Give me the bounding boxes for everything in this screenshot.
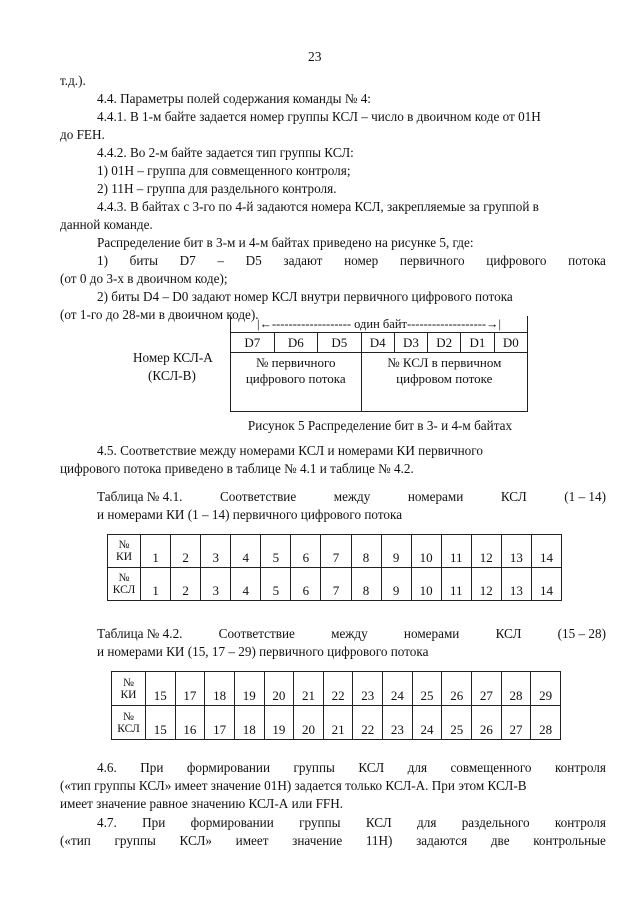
table-cell: 2 xyxy=(171,568,201,601)
table-cell: 26 xyxy=(442,672,472,706)
header-no: № xyxy=(118,572,130,584)
table-cell: 18 xyxy=(234,706,264,740)
word: (15 – 28) xyxy=(557,626,606,641)
word: контроля xyxy=(554,815,606,830)
bit-cell: D4 xyxy=(361,333,394,353)
table-4-2-title xyxy=(97,626,606,642)
table-4-1-title xyxy=(97,489,606,505)
table-cell: 4 xyxy=(231,535,261,568)
section-4-5-line: 4.5. Соответствие между номерами КСЛ и номерами КИ первичного xyxy=(97,443,483,458)
table-row xyxy=(108,568,562,601)
word: КСЛ xyxy=(495,626,522,641)
table-cell: 13 xyxy=(501,535,531,568)
list-item: 2) биты D4 – D0 задают номер КСЛ внутри первичного цифрового потока xyxy=(97,289,513,304)
table-cell: 24 xyxy=(383,672,413,706)
bit-cell: D3 xyxy=(394,333,427,353)
word: Соответствие xyxy=(218,626,295,641)
table-cell: 4 xyxy=(231,568,261,601)
word: Таблица № 4.2. xyxy=(97,626,183,641)
bit-distribution-figure xyxy=(230,316,528,412)
table-cell: 28 xyxy=(501,672,531,706)
word: КСЛ» xyxy=(179,833,213,848)
paragraph-line: (от 0 до 3-х в двоичном коде); xyxy=(60,271,228,286)
word: для xyxy=(417,815,437,830)
row-header-ksl xyxy=(112,706,146,740)
word: 4.6. xyxy=(97,760,117,775)
table-cell: 15 xyxy=(145,706,175,740)
word: 4.7. xyxy=(97,815,117,830)
table-cell: 2 xyxy=(171,535,201,568)
table-cell: 24 xyxy=(412,706,442,740)
word: потока xyxy=(568,253,606,268)
bit-row xyxy=(231,333,528,353)
table-cell: 14 xyxy=(531,568,561,601)
table-cell: 18 xyxy=(205,672,235,706)
word: группы xyxy=(299,815,341,830)
word: КСЛ xyxy=(358,760,385,775)
table-cell: 7 xyxy=(321,568,351,601)
row-header-ksl xyxy=(108,568,141,601)
table-cell: 21 xyxy=(294,672,324,706)
table-cell: 19 xyxy=(234,672,264,706)
table-cell: 22 xyxy=(323,672,353,706)
word: («тип xyxy=(60,833,91,848)
table-cell: 5 xyxy=(261,568,291,601)
word: формировании xyxy=(186,760,271,775)
table-cell: 27 xyxy=(501,706,531,740)
byte-arrow-label: |←------------------- один байт-------------------→| xyxy=(231,316,528,333)
word: номерами xyxy=(403,626,460,641)
paragraph-line: имеет значение равное значению КСЛ-А или FFH. xyxy=(60,796,344,811)
section-heading-4-4: 4.4. Параметры полей содержания команды № 4: xyxy=(97,91,371,106)
table-4-1 xyxy=(107,534,562,601)
bit-cell: D0 xyxy=(494,333,527,353)
figure-caption: Рисунок 5 Распределение бит в 3- и 4-м байтах xyxy=(247,418,513,433)
word: значение xyxy=(292,833,343,848)
header-no: № xyxy=(122,676,134,689)
bit-cell: D7 xyxy=(231,333,275,353)
row-header-ki xyxy=(112,672,146,706)
paragraph-line: т.д.). xyxy=(60,73,86,88)
section-4-7-line xyxy=(97,815,606,831)
table-cell: 1 xyxy=(141,568,171,601)
paragraph-line: 4.4.1. В 1-м байте задается номер группы КСЛ – число в двоичном коде от 01Н xyxy=(97,109,541,124)
word: При xyxy=(140,760,164,775)
word: 1) xyxy=(97,253,108,268)
figure-left-label: (КСЛ-В) xyxy=(148,368,196,383)
bit-cell: D5 xyxy=(318,333,362,353)
table-cell: 20 xyxy=(294,706,324,740)
paragraph-line: («тип группы КСЛ» имеет значение 01Н) задается только КСЛ-А. При этом КСЛ-В xyxy=(60,778,527,793)
word: D7 xyxy=(179,253,196,268)
paragraph-line: до FEH. xyxy=(60,127,105,142)
word: группы xyxy=(293,760,335,775)
header-no: № xyxy=(122,710,134,723)
word: (1 – 14) xyxy=(564,489,606,504)
list-item: 2) 11Н – группа для раздельного контроля. xyxy=(97,181,337,196)
figure-left-label: Номер КСЛ-А xyxy=(133,350,213,365)
list-item-justified xyxy=(97,253,606,269)
table-cell: 13 xyxy=(501,568,531,601)
word: задают xyxy=(283,253,323,268)
word: две xyxy=(490,833,510,848)
header-label: КИ xyxy=(120,688,137,701)
table-cell: 29 xyxy=(531,672,561,706)
word: Соответствие xyxy=(219,489,297,504)
table-row xyxy=(112,672,561,706)
word: КСЛ xyxy=(500,489,527,504)
paragraph-line: данной команде. xyxy=(60,217,153,232)
table-4-2-subtitle: и номерами КИ (15, 17 – 29) первичного цифрового потока xyxy=(97,644,429,659)
paragraph-line: Распределение бит в 3-м и 4-м байтах приведено на рисунке 5, где: xyxy=(97,235,474,250)
table-cell: 3 xyxy=(201,535,231,568)
table-cell: 25 xyxy=(412,672,442,706)
table-4-1-subtitle: и номерами КИ (1 – 14) первичного цифрового потока xyxy=(97,507,403,522)
header-label: КСЛ xyxy=(112,584,136,596)
word: первичного xyxy=(399,253,465,268)
word: совмещенного xyxy=(450,760,532,775)
bit-description-row xyxy=(231,353,528,412)
table-cell: 23 xyxy=(383,706,413,740)
table-cell: 17 xyxy=(175,672,205,706)
word: между xyxy=(333,489,371,504)
table-cell: 11 xyxy=(441,535,471,568)
word: 11Н) xyxy=(365,833,393,848)
stream-number-description: № первичного цифрового потока xyxy=(231,353,362,412)
paragraph-line: 4.4.3. В байтах с 3-го по 4-й задаются номера КСЛ, закрепляемые за группой в xyxy=(97,199,539,214)
bit-cell: D2 xyxy=(428,333,461,353)
table-cell: 3 xyxy=(201,568,231,601)
table-4-2 xyxy=(111,671,561,740)
word: Таблица № 4.1. xyxy=(97,489,183,504)
word: раздельного xyxy=(461,815,530,830)
word: – xyxy=(217,253,224,268)
table-cell: 10 xyxy=(411,568,441,601)
table-cell: 5 xyxy=(261,535,291,568)
paragraph-line-justified xyxy=(60,833,606,849)
header-label: КИ xyxy=(116,551,133,563)
table-row xyxy=(112,706,561,740)
paragraph-line: 4.4.2. Во 2-м байте задается тип группы КСЛ: xyxy=(97,145,354,160)
table-cell: 8 xyxy=(351,568,381,601)
word: формировании xyxy=(190,815,274,830)
bit-cell: D6 xyxy=(274,333,318,353)
header-no: № xyxy=(118,539,130,551)
table-cell: 1 xyxy=(141,535,171,568)
paragraph-line: (от 1-го до 28-ми в двоичном коде). xyxy=(60,307,259,322)
word: биты xyxy=(129,253,159,268)
word: между xyxy=(331,626,368,641)
table-cell: 14 xyxy=(531,535,561,568)
table-cell: 23 xyxy=(353,672,383,706)
table-row xyxy=(108,535,562,568)
table-cell: 25 xyxy=(442,706,472,740)
row-header-ki xyxy=(108,535,141,568)
ksl-number-description: № КСЛ в первичном цифровом потоке xyxy=(361,353,527,412)
table-cell: 9 xyxy=(381,535,411,568)
header-label: КСЛ xyxy=(117,722,140,735)
table-cell: 20 xyxy=(264,672,294,706)
word: имеет xyxy=(235,833,269,848)
bit-cell: D1 xyxy=(461,333,494,353)
table-cell: 6 xyxy=(291,535,321,568)
table-cell: 22 xyxy=(353,706,383,740)
table-cell: 21 xyxy=(323,706,353,740)
word: цифрового xyxy=(486,253,547,268)
word: КСЛ xyxy=(365,815,392,830)
table-cell: 27 xyxy=(472,672,502,706)
word: контрольные xyxy=(533,833,606,848)
word: группы xyxy=(114,833,156,848)
table-cell: 28 xyxy=(531,706,561,740)
table-cell: 7 xyxy=(321,535,351,568)
word: номер xyxy=(344,253,379,268)
table-cell: 6 xyxy=(291,568,321,601)
paragraph-line: цифрового потока приведено в таблице № 4.1 и таблице № 4.2. xyxy=(60,461,414,476)
table-cell: 19 xyxy=(264,706,294,740)
table-cell: 12 xyxy=(471,535,501,568)
table-cell: 10 xyxy=(411,535,441,568)
word: D5 xyxy=(245,253,262,268)
word: контроля xyxy=(554,760,606,775)
word: номерами xyxy=(407,489,464,504)
page-number: 23 xyxy=(308,49,322,64)
table-cell: 8 xyxy=(351,535,381,568)
word: задаются xyxy=(416,833,468,848)
word: для xyxy=(407,760,428,775)
table-cell: 11 xyxy=(441,568,471,601)
table-cell: 16 xyxy=(175,706,205,740)
table-cell: 17 xyxy=(205,706,235,740)
table-cell: 15 xyxy=(145,672,175,706)
table-cell: 26 xyxy=(472,706,502,740)
table-cell: 12 xyxy=(471,568,501,601)
table-cell: 9 xyxy=(381,568,411,601)
word: При xyxy=(142,815,166,830)
list-item: 1) 01Н – группа для совмещенного контроля; xyxy=(97,163,351,178)
section-4-6-line xyxy=(97,760,606,776)
